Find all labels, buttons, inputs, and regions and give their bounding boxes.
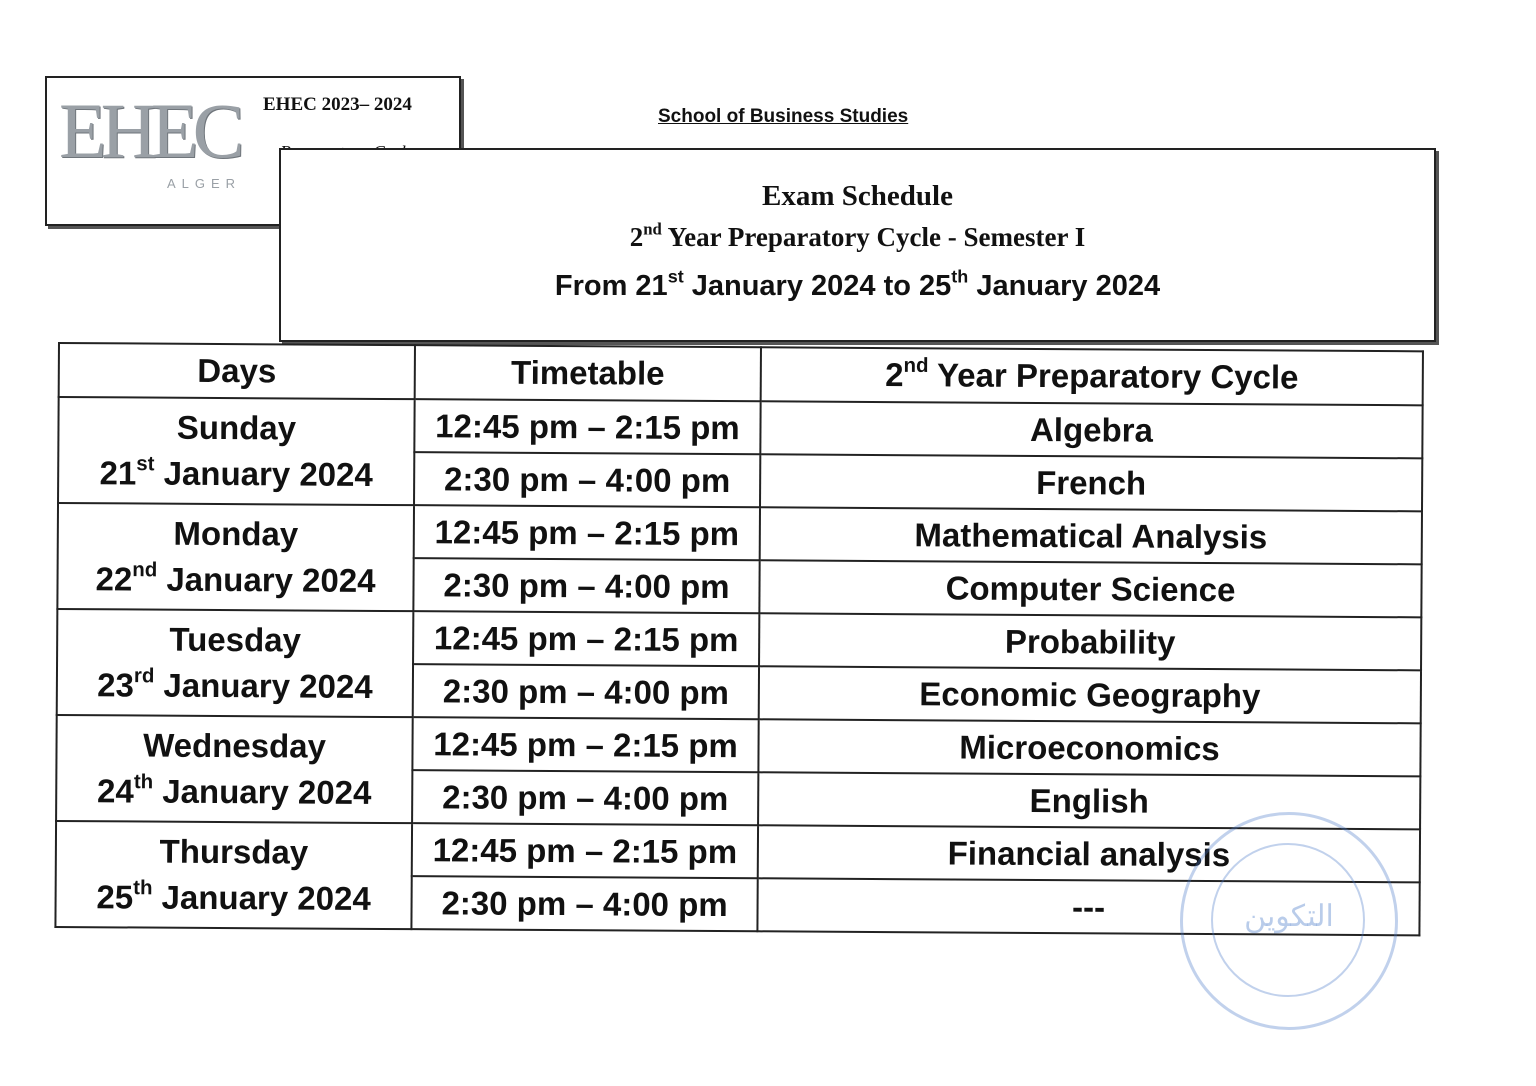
date-sup: th (133, 876, 153, 900)
date-range-sup2: th (951, 266, 969, 287)
header-course (761, 347, 1423, 405)
title-box (279, 148, 1436, 342)
day-cell (57, 503, 414, 611)
date-num: 24 (96, 772, 134, 810)
time-slot: 12:45 pm – 2:15 pm (413, 611, 759, 666)
subtitle-rest: Year Preparatory Cycle - Semester I (661, 222, 1086, 252)
subject: English (758, 772, 1420, 829)
subject: Probability (759, 613, 1421, 670)
subject: French (760, 454, 1422, 511)
date (57, 768, 411, 816)
subtitle-num: 2 (629, 222, 644, 252)
weekday: Monday (173, 514, 299, 553)
date-num: 22 (95, 560, 133, 598)
weekday: Tuesday (169, 620, 302, 659)
time-slot: 12:45 pm – 2:15 pm (414, 399, 760, 454)
day-cell (56, 715, 413, 823)
date-num: 21 (99, 454, 137, 492)
time-slot: 2:30 pm – 4:00 pm (414, 452, 760, 507)
time-slot: 2:30 pm – 4:00 pm (412, 770, 758, 825)
date-sup: nd (132, 558, 158, 582)
date (58, 556, 412, 604)
header-course-rest: Year Preparatory Cycle (928, 356, 1299, 396)
table-row (58, 397, 1422, 458)
date-sup: st (136, 452, 155, 476)
date-range (281, 266, 1434, 303)
date-rest: January 2024 (157, 560, 376, 599)
date (56, 874, 410, 922)
date-rest: January 2024 (152, 772, 372, 811)
table-row (56, 715, 1420, 776)
date-num: 23 (97, 666, 134, 704)
stamp-text: التكوين (1244, 900, 1334, 933)
date-sup: th (133, 770, 154, 794)
date-num: 25 (96, 878, 134, 916)
date-range-sup1: st (667, 266, 684, 287)
date (58, 662, 412, 710)
document-title: Exam Schedule (762, 180, 953, 212)
weekday: Sunday (176, 408, 297, 447)
subject: --- (757, 878, 1419, 935)
subject: Financial analysis (758, 825, 1420, 882)
subject: Mathematical Analysis (760, 507, 1422, 564)
header-timetable: Timetable (415, 345, 761, 401)
program-subtitle (281, 219, 1434, 253)
weekday: Thursday (159, 832, 309, 871)
date-sup: rd (133, 664, 155, 688)
school-name: School of Business Studies (658, 106, 909, 127)
subject: Algebra (760, 401, 1422, 458)
date-rest: January 2024 (154, 454, 373, 493)
date-range-b: January 2024 to 25 (683, 270, 952, 302)
ehec-logo (59, 87, 249, 192)
time-slot: 12:45 pm – 2:15 pm (412, 717, 758, 772)
table-header-row (59, 343, 1423, 405)
header-course-sup: nd (903, 353, 929, 378)
academic-year: EHEC 2023– 2024 (263, 94, 412, 115)
time-slot: 2:30 pm – 4:00 pm (413, 664, 759, 719)
subject: Microeconomics (758, 719, 1420, 776)
subject: Computer Science (759, 560, 1421, 617)
day-cell (58, 397, 415, 505)
day-cell (55, 821, 412, 929)
time-slot: 12:45 pm – 2:15 pm (412, 823, 758, 878)
logo-text: EHEC (59, 87, 239, 174)
day-cell (57, 609, 414, 717)
time-slot: 2:30 pm – 4:00 pm (413, 558, 759, 613)
header-days: Days (59, 343, 415, 399)
date-rest: January 2024 (152, 878, 371, 917)
official-stamp (1180, 812, 1398, 1030)
time-slot: 2:30 pm – 4:00 pm (411, 876, 757, 931)
table-row (57, 609, 1421, 670)
subtitle-sup: nd (643, 219, 662, 239)
time-slot: 12:45 pm – 2:15 pm (414, 505, 760, 560)
table-row (58, 503, 1422, 564)
logo-subtext: ALGER (167, 176, 242, 191)
date-range-c: January 2024 (968, 270, 1161, 302)
subject: Economic Geography (759, 666, 1421, 723)
date-rest: January 2024 (154, 666, 373, 705)
weekday: Wednesday (143, 726, 327, 765)
date-range-a: From 21 (554, 270, 668, 302)
date (59, 450, 413, 498)
header-course-num: 2 (885, 356, 904, 394)
